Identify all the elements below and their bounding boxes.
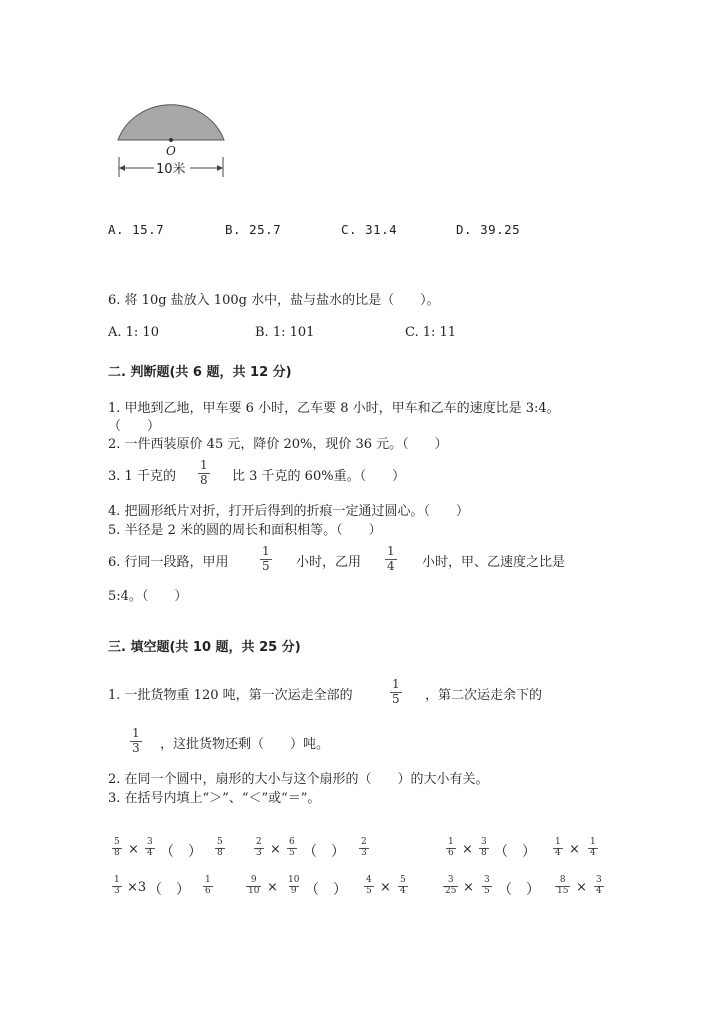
cmp-r1a-op: × <box>128 842 139 857</box>
q5-option-d: D. 39.25 <box>456 222 521 237</box>
s2-q6-fraction2: $\frac{1}{4}$ <box>387 544 395 573</box>
cmp-r1c-blank[interactable]: （ ） <box>494 844 536 860</box>
s2-q4: 4. 把圆形纸片对折，打开后得到的折痕一定通过圆心。（ ） <box>108 504 470 519</box>
q6-option-c: C. 1: 11 <box>405 325 457 340</box>
cmp-r2c-b: $\frac{3}{5}$ <box>484 875 490 896</box>
cmp-r2c-d: $\frac{3}{4}$ <box>596 875 602 896</box>
semicircle-figure <box>110 85 240 185</box>
s3-q1-suffix: ，第二次运走余下的 <box>425 688 543 703</box>
s3-q3: 3. 在括号内填上“＞”、“＜”或“＝”。 <box>108 791 321 806</box>
cmp-r2b-c: $\frac{4}{5}$ <box>366 875 372 896</box>
cmp-r2a-a: $\frac{1}{3}$ <box>114 875 120 896</box>
cmp-r1a-b: $\frac{3}{4}$ <box>147 837 153 858</box>
q5-option-b: B. 25.7 <box>225 222 282 237</box>
s2-q5: 5. 半径是 2 米的圆的周长和面积相等。（ ） <box>108 523 382 538</box>
cmp-r1b-blank[interactable]: （ ） <box>303 844 345 860</box>
cmp-r2c-op2: × <box>576 880 587 895</box>
s3-q1-prefix: 1. 一批货物重 120 吨，第一次运走全部的 <box>108 688 353 703</box>
q6-option-a: A. 1: 10 <box>108 325 159 340</box>
cmp-r2c-op: × <box>463 880 474 895</box>
cmp-r1c-d: $\frac{1}{4}$ <box>590 837 596 858</box>
center-point <box>169 138 173 142</box>
cmp-r1c-b: $\frac{3}{8}$ <box>481 837 487 858</box>
s3-q1-fraction1: $\frac{1}{5}$ <box>392 677 400 706</box>
s2-q3-suffix: 比 3 千克的 60%重。（ ） <box>232 469 406 484</box>
cmp-r1c-op2: × <box>569 842 580 857</box>
s2-q3-fraction: $\frac{1}{8}$ <box>200 458 208 487</box>
cmp-r2b-blank[interactable]: （ ） <box>305 882 347 898</box>
cmp-r2a-blank[interactable]: （ ） <box>148 882 190 898</box>
semicircle-shape <box>118 105 224 140</box>
cmp-r2b-op: × <box>267 880 278 895</box>
cmp-r1a-blank[interactable]: （ ） <box>160 844 202 860</box>
section2-title: 二. 判断题(共 6 题，共 12 分) <box>108 365 292 380</box>
cmp-r2a-op: ×3 <box>127 880 147 895</box>
s2-q1-line1: 1. 甲地到乙地，甲车要 6 小时，乙车要 8 小时，甲车和乙车的速度比是 3:4。 <box>108 401 560 416</box>
s2-q6-prefix: 6. 行同一段路，甲用 <box>108 555 229 570</box>
q6-option-b: B. 1: 101 <box>255 325 315 340</box>
q6-text: 6. 将 10g 盐放入 100g 水中，盐与盐水的比是（ ）。 <box>108 293 440 308</box>
center-label: O <box>166 144 176 158</box>
cmp-r2c-a: $\frac{3}{25}$ <box>445 875 457 896</box>
cmp-r2b-b: $\frac{10}{9}$ <box>288 875 300 896</box>
s3-q2: 2. 在同一个圆中，扇形的大小与这个扇形的（ ）的大小有关。 <box>108 772 489 787</box>
cmp-r1b-b: $\frac{6}{5}$ <box>289 837 295 858</box>
cmp-r2a-c: $\frac{1}{6}$ <box>205 875 211 896</box>
cmp-r2c-c: $\frac{8}{15}$ <box>557 875 569 896</box>
s2-q6-mid: 小时，乙用 <box>296 555 362 570</box>
s2-q3-prefix: 3. 1 千克的 <box>108 469 176 484</box>
s2-q1-line2: （ ） <box>108 419 161 434</box>
s2-q6-fraction1: $\frac{1}{5}$ <box>262 544 270 573</box>
cmp-r2b-op2: × <box>380 880 391 895</box>
cmp-r1c-op: × <box>462 842 473 857</box>
cmp-r1b-c: $\frac{2}{3}$ <box>361 837 367 858</box>
s3-q1-line2: ，这批货物还剩（ ）吨。 <box>160 737 330 752</box>
cmp-r1b-op: × <box>270 842 281 857</box>
s3-q1-fraction2: $\frac{1}{3}$ <box>132 726 140 755</box>
cmp-r2c-blank[interactable]: （ ） <box>498 882 540 898</box>
cmp-r1a-c: $\frac{5}{8}$ <box>217 837 223 858</box>
s2-q6-line2: 5:4。（ ） <box>108 589 188 604</box>
cmp-r1c-c: $\frac{1}{4}$ <box>555 837 561 858</box>
section3-title: 三. 填空题(共 10 题，共 25 分) <box>108 640 301 655</box>
cmp-r2b-a: $\frac{9}{10}$ <box>248 875 260 896</box>
s2-q2: 2. 一件西装原价 45 元，降价 20%，现价 36 元。（ ） <box>108 437 448 452</box>
s2-q6-suffix: 小时，甲、乙速度之比是 <box>422 555 566 570</box>
q5-option-a: A. 15.7 <box>108 222 165 237</box>
cmp-r1b-a: $\frac{2}{3}$ <box>256 837 262 858</box>
q5-option-c: C. 31.4 <box>341 222 398 237</box>
dimension-label: 10米 <box>156 162 186 177</box>
cmp-r1c-a: $\frac{1}{6}$ <box>448 837 454 858</box>
cmp-r2b-d: $\frac{5}{4}$ <box>400 875 406 896</box>
cmp-r1a-a: $\frac{5}{8}$ <box>114 837 120 858</box>
